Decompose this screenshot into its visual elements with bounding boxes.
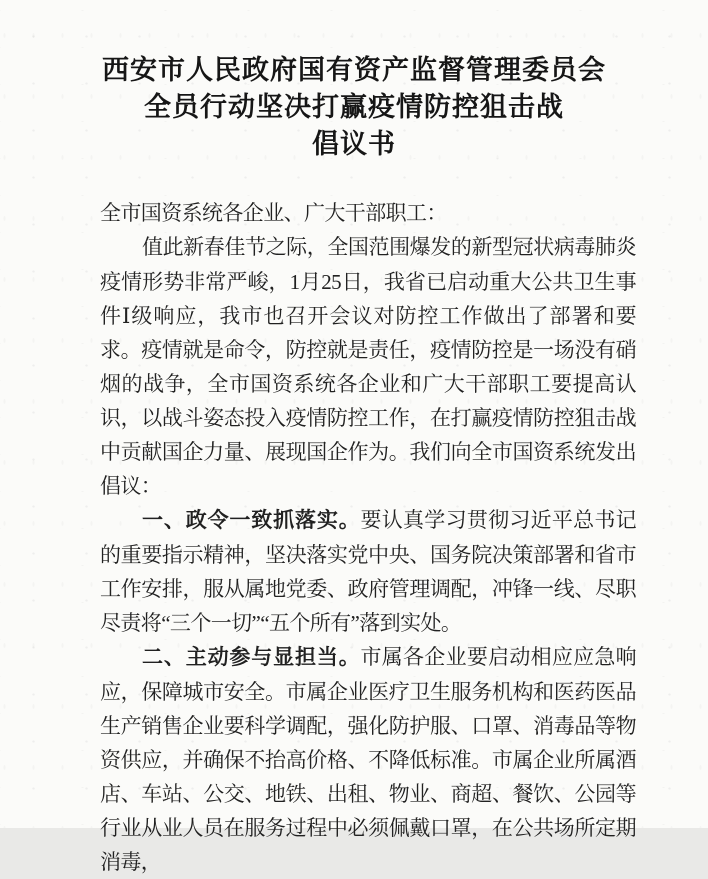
salutation-line: 全市国资系统各企业、广大干部职工： <box>100 201 447 225</box>
document-title <box>0 0 708 163</box>
paragraph-intro <box>100 230 636 503</box>
paragraph-intro-text: 值此新春佳节之际，全国范围爆发的新型冠状病毒肺炎疫情形势非常严峻，1月25日，我省已启动重大公共卫生事件Ⅰ级响应，我市也召开会议对防控工作做出了部署和要求。疫情就是命令，防控就是责任，疫情防控是一场没有硝烟的战争，全市国资系统各企业和广大干部职工要提高认识，以战斗姿态投入疫情防控工作，在打赢疫情防控狙击战中贡献国企力量、展现国企作为。我们向全市国资系统发出倡议： <box>100 235 636 498</box>
paragraph-item-1-lead: 一、政令一致抓落实。 <box>142 509 361 532</box>
paragraph-item-1 <box>100 503 636 640</box>
paragraph-item-2 <box>100 640 636 879</box>
paragraph-item-2-text: 市属各企业要启动相应应急响应，保障城市安全。市属企业医疗卫生服务机构和医药医品生产销售企业要科学调配，强化防护服、口罩、消毒品等物资供应，并确保不抬高价格、不降低标准。市属企业所属酒店、车站、公交、地铁、出租、物业、商超、餐饮、公园等行业从业人员在服务过程中必须佩戴口罩，在公共场所定期消毒， <box>100 645 636 874</box>
document-body <box>100 196 636 879</box>
title-line-3: 倡议书 <box>312 129 396 159</box>
paragraph-item-2-lead: 二、主动参与显担当。 <box>142 646 361 669</box>
paragraph-item-1-text: 要认真学习贯彻习近平总书记的重要指示精神，坚决落实党中央、国务院决策部署和省市工作安排，服从属地党委、政府管理调配，冲锋一线、尽职尽责将“三个一切”“五个所有”落到实处。 <box>100 508 636 635</box>
title-line-2: 全员行动坚决打赢疫情防控狙击战 <box>144 92 564 122</box>
title-line-1: 西安市人民政府国有资产监督管理委员会 <box>102 55 606 85</box>
